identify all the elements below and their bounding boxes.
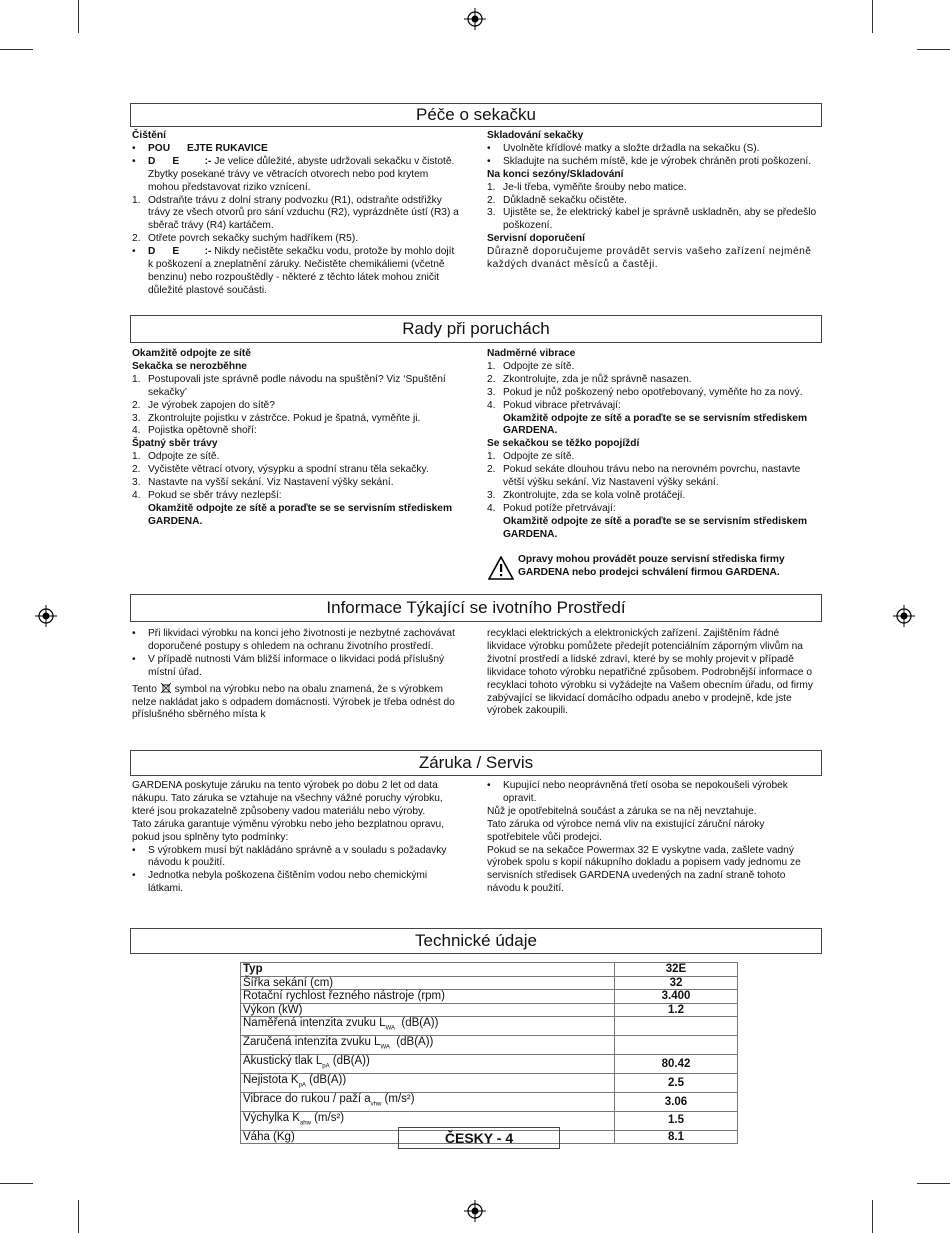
list-text: Jednotka nebyla poškozena čištěním vodou nebo chemickými látkami.: [148, 870, 428, 895]
spec-label-subscript: ahw: [299, 1120, 311, 1127]
crop-mark: [872, 1200, 873, 1233]
warning-text: Opravy mohou provádět pouze servisní střediska firmy GARDENA nebo prodejci schválení firmou GARDENA.: [518, 554, 785, 578]
crop-mark: [0, 49, 33, 50]
environment-left-column: [132, 628, 462, 722]
spec-label-unit: (dB(A)): [395, 1017, 439, 1030]
list-item: 1. Odpojte ze sítě.: [132, 451, 220, 463]
spec-label-text: Váha (Kg): [243, 1130, 295, 1143]
list-item: 3. Nastavte na vyšší sekání. Viz Nastavení výšky sekání.: [132, 477, 394, 489]
care-left-column: [132, 130, 462, 298]
spec-label-text: Akustický tlak L: [243, 1055, 323, 1068]
list-item: • S výrobkem musí být nakládáno správně a v souladu s požadavky návodu k použití.: [132, 844, 447, 869]
step-text: Postupovali jste správně podle návodu na spuštění? Viz ‘Spuštění sekačky’: [148, 373, 446, 398]
spec-value: [615, 1036, 738, 1055]
step-text: Odpojte ze sítě.: [148, 451, 220, 463]
heading-season-end: Na konci sezóny/Skladování: [487, 168, 624, 180]
step-text: Pokud sekáte dlouhou trávu nebo na nerovném povrchu, nastavte větší výšku sekání. Viz Nastavení výšky sekání.: [503, 464, 801, 489]
warning-triangle-icon: [488, 556, 514, 580]
crop-mark: [872, 0, 873, 33]
list-item: 4. Pojistka opětovně shoří:: [132, 425, 257, 437]
warranty-right-column: [487, 780, 817, 896]
table-row: [241, 976, 738, 990]
list-text: Kupující nebo neoprávněná třetí osoba se nepokoušeli výrobek opravit.: [503, 780, 788, 804]
spec-value: 1.2: [615, 1003, 738, 1017]
step-text: Odpojte ze sítě.: [503, 360, 575, 372]
spec-label-text: Rotační rychlost řezného nástroje (rpm): [243, 990, 445, 1003]
step-text: Je výrobek zapojen do sítě?: [148, 399, 275, 411]
crop-mark: [917, 1183, 950, 1184]
environment-right-column: [487, 628, 817, 718]
spec-label-subscript: pA: [298, 1082, 306, 1089]
step-text: Vyčistěte větrací otvory, výsypku a spodní stranu těla sekačky.: [148, 464, 429, 476]
spec-value: 8.1: [615, 1130, 738, 1144]
contact-service-note: Okamžitě odpojte ze sítě a poraďte se se servisním střediskem GARDENA.: [503, 412, 808, 437]
heading-disconnect: Okamžitě odpojte ze sítě: [132, 348, 251, 359]
heading-storage: Skladování sekačky: [487, 130, 584, 141]
list-item: • POU EJTE RUKAVICE: [132, 142, 268, 154]
spec-label: [241, 1092, 615, 1111]
step-text: Odstraňte trávu z dolní strany podvozku (R1), odstraňte odstřižky trávy ze všech otvorů pro sání vzduchu (R2), vyprázdněte ústí (R3) a sběrač trávy (R4) kartáčem.: [148, 194, 459, 232]
heading-not-starting: Sekačka se nerozběhne: [132, 360, 247, 372]
crop-mark: [917, 49, 950, 50]
table-row: [241, 1074, 738, 1093]
page-footer: ČESKY - 4: [398, 1127, 560, 1149]
list-item: • Jednotka nebyla poškozena čištěním vodou nebo chemickými látkami.: [132, 870, 428, 895]
spec-label: [241, 990, 615, 1004]
crop-mark: [78, 1200, 79, 1233]
step-text: Zkontrolujte, zda je nůž správně nasazen.: [503, 373, 692, 385]
list-item: 1. Odpojte ze sítě.: [487, 360, 575, 372]
list-item: • Kupující nebo neoprávněná třetí osoba se nepokoušeli výrobek opravit.: [487, 780, 788, 804]
table-row: [241, 1017, 738, 1036]
step-text: Pojistka opětovně shoří:: [148, 425, 257, 437]
spec-label-unit: (dB(A)): [305, 1074, 347, 1087]
service-text: Důrazně doporučujeme provádět servis vašeho zařízení nejméně každých dvanáct měsíců a častěji.: [487, 246, 812, 271]
list-text: Při likvidaci výrobku na konci jeho životnosti je nezbytné zachovávat doporučené postupy s ohledem na ochranu životního prostředí.: [148, 628, 455, 652]
heading-vibration: Nadměrné vibrace: [487, 348, 576, 359]
table-row: [241, 1092, 738, 1111]
recycling-text: recyklaci elektrických a elektronických zařízení. Zajištěním řádné likvidace výrobku pomůžete předejít potenciálním záporným vlivům na životní prostředí a lidské zdraví, které by se mohly projevit v případě likvidace tohoto výrobku nepatřičné způsobem. Podrobnější informace o recyklaci tohoto výrobku si vyžádejte na Vašem obecním úřadu, od firmy zabývající se likvidací domácího odpadu anebo v prodejně, kde jste výrobek zakoupili.: [487, 628, 813, 717]
disposal-paragraph: [132, 682, 462, 723]
crop-mark: [0, 1183, 33, 1184]
heading-service: Servisní doporučení: [487, 233, 585, 245]
list-item: 3. Pokud je nůž poškozený nebo opotřebovaný, vyměňte ho za nový.: [487, 386, 803, 398]
contact-service-note: Okamžitě odpojte ze sítě a poraďte se se servisním střediskem GARDENA.: [148, 502, 453, 527]
list-text: Uvolněte křídlové matky a složte držadla na sekačku (S).: [503, 142, 760, 154]
table-row: [241, 990, 738, 1004]
section-title-technical: Technické údaje: [130, 928, 822, 954]
spec-label-unit: (dB(A)): [389, 1036, 434, 1049]
table-row: [241, 963, 738, 977]
crop-mark: [78, 0, 79, 33]
spec-label-text: Výkon (kW): [243, 1003, 303, 1016]
spec-label: [241, 1036, 615, 1055]
spec-value: 32E: [615, 963, 738, 977]
spec-value: 3.06: [615, 1092, 738, 1111]
spec-table: [240, 962, 738, 1144]
disposal-text: Tento: [132, 683, 157, 695]
list-item: 2. Vyčistěte větrací otvory, výsypku a spodní stranu těla sekačky.: [132, 464, 429, 476]
section-title-troubleshooting: Rady při poruchách: [130, 315, 822, 343]
spec-label-subscript: WA: [380, 1044, 390, 1051]
spec-label-text: Vibrace do rukou / paží a: [243, 1092, 371, 1105]
list-item: • V případě nutnosti Vám bližší informace o likvidaci podá příslušný místní úřad.: [132, 653, 445, 678]
step-text: Otřete povrch sekačky suchým hadříkem (R5).: [148, 233, 359, 245]
table-row: [241, 1003, 738, 1017]
spec-label-text: Nejistota K: [243, 1074, 299, 1087]
step-text: Důkladně sekačku očistěte.: [503, 194, 628, 206]
step-text: Nastavte na vyšší sekání. Viz Nastavení výšky sekání.: [148, 477, 394, 489]
step-text: Zkontrolujte pojistku v zástrčce. Pokud je špatná, vyměňte ji.: [148, 412, 421, 424]
warranty-left-column: [132, 780, 462, 896]
registration-mark-icon: [35, 605, 57, 627]
spec-label-text: Typ: [243, 963, 263, 975]
list-item: 3. Zkontrolujte pojistku v zástrčce. Pokud je špatná, vyměňte ji.: [132, 412, 421, 424]
section-title-warranty: Záruka / Servis: [130, 750, 822, 776]
list-item: 1. Je-li třeba, vyměňte šrouby nebo matice.: [487, 181, 687, 193]
important-text: Nikdy nečistěte sekačku vodu, protože by mohlo dojít k poškození a zneplatnění záruky. Nečistěte chemikáliemi (včetně benzinu) nebo rozpouštědly - některé z těchto látek mohou zničit důležité plastové součásti.: [148, 246, 455, 296]
list-text: V případě nutnosti Vám bližší informace o likvidaci podá příslušný místní úřad.: [148, 653, 445, 678]
spec-value: 32: [615, 976, 738, 990]
crossed-bin-icon: [160, 682, 172, 694]
step-text: Zkontrolujte, zda se kola volně protáčejí.: [503, 489, 686, 501]
spec-value: 80.42: [615, 1055, 738, 1074]
spec-label: [241, 963, 615, 977]
spec-label: [241, 1003, 615, 1017]
section-title-care: Péče o sekačku: [130, 103, 822, 127]
list-item: • D E :- Nikdy nečistěte sekačku vodu, protože by mohlo dojít k poškození a zneplatnění záruky. Nečistěte chemikáliemi (včetně benzinu) nebo rozpouštědly - některé z těchto látek mohou zničit důležité plastové součásti.: [132, 246, 455, 296]
spec-value: 2.5: [615, 1074, 738, 1093]
list-item: 2. Pokud sekáte dlouhou trávu nebo na nerovném povrchu, nastavte větší výšku sekání. Viz Nastavení výšky sekání.: [487, 464, 801, 489]
list-item: • Skladujte na suchém místě, kde je výrobek chráněn proti poškození.: [487, 155, 812, 167]
spec-label: [241, 1074, 615, 1093]
warranty-text: GARDENA poskytuje záruku na tento výrobek po dobu 2 let od data nákupu. Tato záruka se vztahuje na všechny vážné poruchy výrobku, které jsou prokazatelně způsobeny vadou materiálu nebo výroby.: [132, 780, 443, 817]
spec-label-text: Naměřená intenzita zvuku L: [243, 1017, 386, 1030]
list-item: 2. Zkontrolujte, zda je nůž správně nasazen.: [487, 373, 692, 385]
list-item: • Uvolněte křídlové matky a složte držadla na sekačku (S).: [487, 142, 760, 154]
spec-label: [241, 1017, 615, 1036]
list-item: 2. Důkladně sekačku očistěte.: [487, 194, 628, 206]
spec-value: 1.5: [615, 1111, 738, 1130]
list-item: 3. Zkontrolujte, zda se kola volně protáčejí.: [487, 489, 686, 501]
spec-label-text: Výchylka K: [243, 1111, 300, 1124]
step-text: Je-li třeba, vyměňte šrouby nebo matice.: [503, 181, 687, 193]
list-text: Skladujte na suchém místě, kde je výrobek chráněn proti poškození.: [503, 155, 812, 167]
table-row: [241, 1055, 738, 1074]
warranty-text: Tato záruka od výrobce nemá vliv na existující záruční nároky spotřebitele vůči prodejci.: [487, 818, 765, 843]
list-item: • Při likvidaci výrobku na konci jeho životnosti je nezbytné zachovávat doporučené postupy s ohledem na ochranu životního prostředí.: [132, 628, 455, 652]
warranty-text: Tato záruka garantuje výměnu výrobku nebo jeho bezplatnou opravu, pokud jsou splněny tyto podmínky:: [132, 818, 445, 843]
warranty-text: Nůž je opotřebitelná součást a záruka se na něj nevztahuje.: [487, 805, 757, 817]
heading-cleaning: Čištění: [132, 130, 166, 141]
step-text: Pokud je nůž poškozený nebo opotřebovaný, vyměňte ho za nový.: [503, 386, 803, 398]
list-item: 1. Odstraňte trávu z dolní strany podvozku (R1), odstraňte odstřižky trávy ze všech otvorů pro sání vzduchu (R2), vyprázdněte ústí (R3) a sběrač trávy (R4) kartáčem.: [132, 194, 459, 232]
care-right-column: [487, 130, 817, 272]
section-title-environment: Informace Týkající se ivotního Prostředí: [130, 594, 822, 622]
disposal-text: symbol na výrobku nebo na obalu znamená, že s výrobkem nelze nakládat jako s odpadem domácnosti. Výrobek je třeba odnést do příslušného sběrného místa k: [132, 683, 455, 721]
heading-poor-collection: Špatný sběr trávy: [132, 438, 218, 450]
spec-value: 3.400: [615, 990, 738, 1004]
registration-mark-icon: [464, 8, 486, 30]
spec-label-subscript: vhw: [370, 1101, 382, 1108]
important-label: D E :-: [148, 246, 212, 258]
list-item: 4. Pokud potíže přetrvávají:: [487, 502, 616, 514]
spec-label: [241, 976, 615, 990]
step-text: Odpojte ze sítě.: [503, 451, 575, 463]
troubleshooting-right-column: [487, 348, 822, 542]
list-item: 2. Je výrobek zapojen do sítě?: [132, 399, 275, 411]
step-text: Pokud potíže přetrvávají:: [503, 502, 616, 514]
registration-mark-icon: [893, 605, 915, 627]
important-text: Je velice důležité, abyste udržovali sekačku v čistotě. Zbytky posekané trávy ve větracích otvorech nebo pod krytem mohou představovat riziko vznícení.: [148, 155, 455, 193]
heading-hard-push: Se sekačkou se těžko popojíždí: [487, 438, 640, 450]
spec-label-text: Šířka sekání (cm): [243, 976, 334, 989]
registration-mark-icon: [464, 1200, 486, 1222]
table-row: [241, 1036, 738, 1055]
list-item: 2. Otřete povrch sekačky suchým hadříkem (R5).: [132, 233, 359, 245]
step-text: Ujistěte se, že elektrický kabel je správně uskladněn, aby se předešlo poškození.: [503, 207, 817, 232]
list-item: 3. Ujistěte se, že elektrický kabel je správně uskladněn, aby se předešlo poškození.: [487, 207, 817, 232]
spec-label-unit: (dB(A)): [329, 1055, 370, 1068]
important-label: D E :-: [148, 155, 212, 167]
contact-service-note: Okamžitě odpojte ze sítě a poraďte se se servisním střediskem GARDENA.: [503, 515, 808, 540]
troubleshooting-left-column: [132, 348, 462, 529]
list-item: • D E :- Je velice důležité, abyste udržovali sekačku v čistotě. Zbytky posekané trávy ve větracích otvorech nebo pod krytem mohou představovat riziko vznícení.: [132, 155, 455, 193]
list-text: S výrobkem musí být nakládáno správně a v souladu s požadavky návodu k použití.: [148, 844, 447, 869]
spec-label-text: Zaručená intenzita zvuku L: [243, 1036, 381, 1049]
step-text: Pokud se sběr trávy nezlepší:: [148, 489, 282, 501]
list-item: 1. Postupovali jste správně podle návodu na spuštění? Viz ‘Spuštění sekačky’: [132, 373, 446, 398]
list-item: 4. Pokud se sběr trávy nezlepší:: [132, 489, 282, 501]
spec-label-unit: (m/s²): [310, 1111, 345, 1124]
spec-label: [241, 1055, 615, 1074]
list-item: 4. Pokud vibrace přetrvávají:: [487, 399, 621, 411]
spec-label-subscript: pA: [322, 1063, 330, 1070]
warranty-text: Pokud se na sekačce Powermax 32 E vyskytne vada, zašlete vadný výrobek spolu s kopií nákupního dokladu a popisem vady jednomu ze servisních středisek GARDENA uvedených na zadní straně tohoto návodu k použití.: [487, 844, 801, 895]
spec-label-subscript: WA: [385, 1025, 396, 1032]
step-text: Pokud vibrace přetrvávají:: [503, 399, 621, 411]
spec-value: [615, 1017, 738, 1036]
spec-label-unit: (m/s²): [381, 1092, 415, 1105]
list-item: 1. Odpojte ze sítě.: [487, 451, 575, 463]
glove-warning: POU EJTE RUKAVICE: [148, 142, 268, 154]
